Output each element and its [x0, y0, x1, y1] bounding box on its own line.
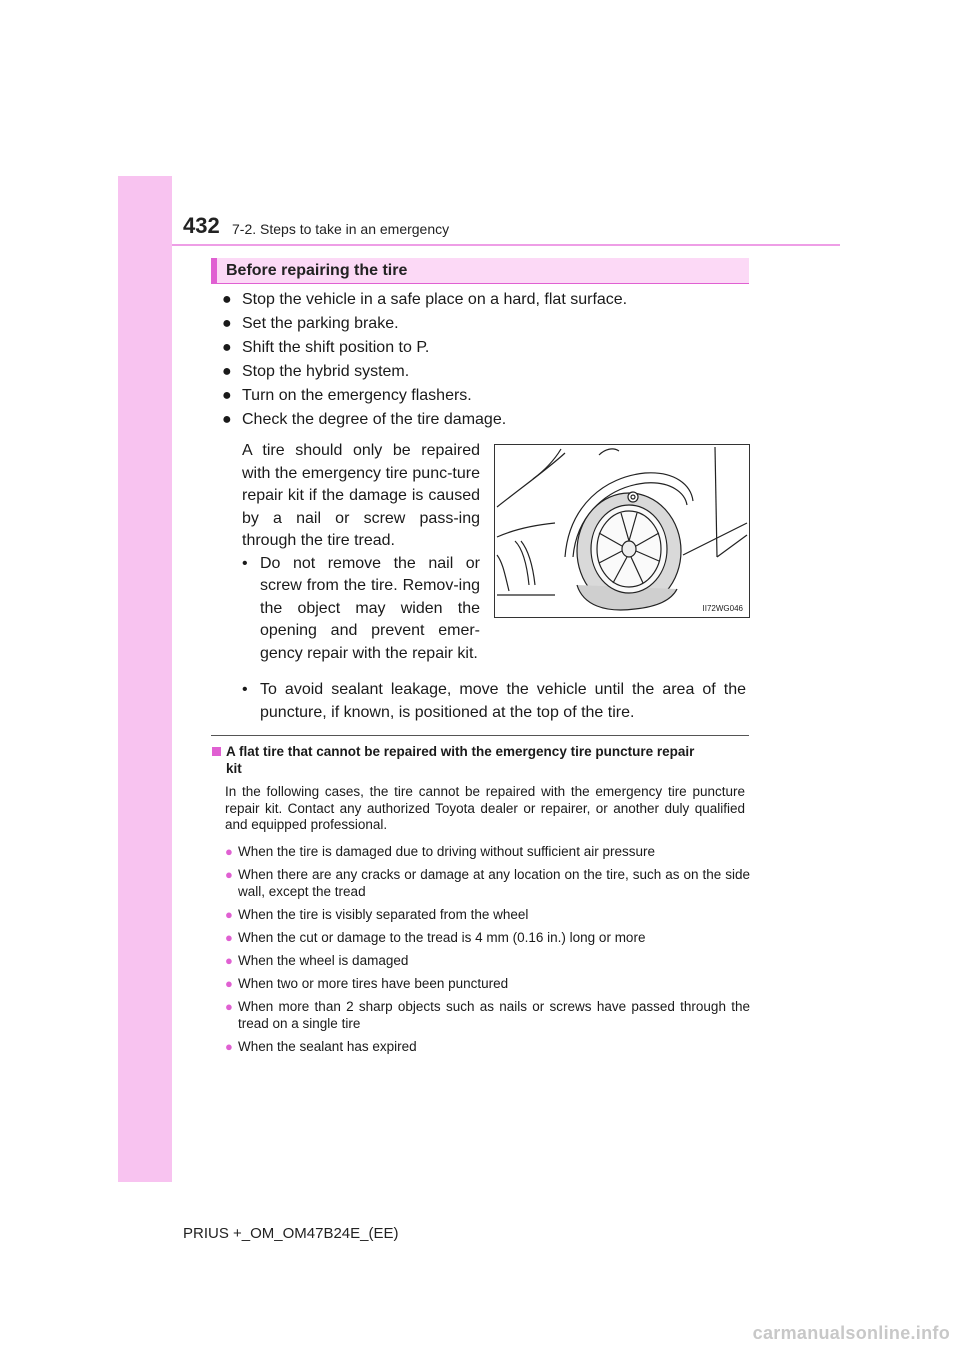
list-item: ● When the tire is visibly separated from the wheel — [225, 907, 529, 922]
list-item: ● When there are any cracks or damage at any location on the tire, such as on the side wall, except the tread — [225, 867, 750, 899]
step-item: ● Stop the vehicle in a safe place on a hard, flat surface. — [222, 291, 628, 308]
step-list — [222, 290, 627, 434]
list-item: ● When the tire is damaged due to driving without sufficient air pressure — [225, 844, 655, 859]
step-item: ● Set the parking brake. — [222, 315, 399, 332]
box-title-text: Before repairing the tire — [226, 262, 408, 279]
info-body: In the following cases, the tire cannot be repaired with the emergency tire puncture repair kit. Contact any authorized Toyota dealer or repairer, or another duly qualified and equipped professional. — [225, 784, 745, 833]
box-title — [211, 258, 749, 284]
tire-illustration — [494, 444, 750, 618]
bullet-dot-icon: ● — [225, 1039, 233, 1054]
list-item: ● When more than 2 sharp objects such as nails or screws have passed through the tread on a single tire — [225, 999, 750, 1031]
page-number: 432 — [183, 213, 220, 238]
bullet-dot-icon: ● — [225, 953, 233, 968]
damage-text: A tire should only be repaired with the emergency tire punc-ture repair kit if the damage is caused by a nail or screw pass-ing through the tire tread. — [242, 442, 480, 549]
list-item: ● When the sealant has expired — [225, 1039, 417, 1054]
step-item: ● Check the degree of the tire damage. — [222, 411, 507, 428]
step-item: ● Shift the shift position to P. — [222, 339, 430, 356]
section-title: 7-2. Steps to take in an emergency — [232, 221, 450, 237]
bullet-dot-icon: ● — [225, 907, 233, 922]
bullet-dot-icon: ● — [225, 844, 233, 859]
bullet-dot-icon: ● — [222, 363, 232, 380]
header-rule — [172, 244, 840, 246]
sub-bullet-nail — [242, 553, 480, 666]
figure-code: II72WG046 — [702, 604, 743, 613]
bullet-dot-icon: ● — [222, 315, 232, 332]
info-heading: A flat tire that cannot be repaired with the emergency tire puncture repair kit — [212, 743, 749, 777]
bullet-dot-icon: ● — [222, 339, 232, 356]
bullet-dot-icon: ● — [225, 867, 233, 882]
section-divider — [211, 735, 749, 736]
side-band — [118, 176, 172, 1182]
bullet-dot-icon: ● — [225, 930, 233, 945]
footer-doc-id: PRIUS +_OM_OM47B24E_(EE) — [183, 1225, 399, 1242]
sub-bullet-text: To avoid sealant leakage, move the vehicle until the area of the puncture, if known, is positioned at the top of the tire. — [260, 681, 746, 721]
sub-bullet-text: Do not remove the nail or screw from the tire. Remov-ing the object may widen the opening and prevent emer-gency repair with the repair kit. — [260, 554, 480, 662]
list-item: ● When the wheel is damaged — [225, 953, 409, 968]
watermark: carmanualsonline.info — [752, 1323, 950, 1343]
step-item: ● Stop the hybrid system. — [222, 363, 410, 380]
damage-description — [242, 440, 480, 665]
list-item: ● When two or more tires have been punctured — [225, 976, 509, 991]
list-item: ● When the cut or damage to the tread is 4 mm (0.16 in.) long or more — [225, 930, 646, 945]
flat-tire-drawing — [495, 445, 749, 617]
bullet-dot-icon: ● — [222, 387, 232, 404]
bullet-dot-icon: ● — [225, 976, 233, 991]
sub-bullet-sealant — [242, 679, 746, 724]
condition-list — [225, 843, 750, 1061]
sub-bullet-mark: • — [242, 554, 248, 572]
square-bullet-icon — [212, 747, 221, 756]
sub-bullet-mark: • — [242, 681, 248, 698]
bullet-dot-icon: ● — [222, 291, 232, 308]
step-item: ● Turn on the emergency flashers. — [222, 387, 472, 404]
bullet-dot-icon: ● — [222, 411, 232, 428]
bullet-dot-icon: ● — [225, 999, 233, 1014]
